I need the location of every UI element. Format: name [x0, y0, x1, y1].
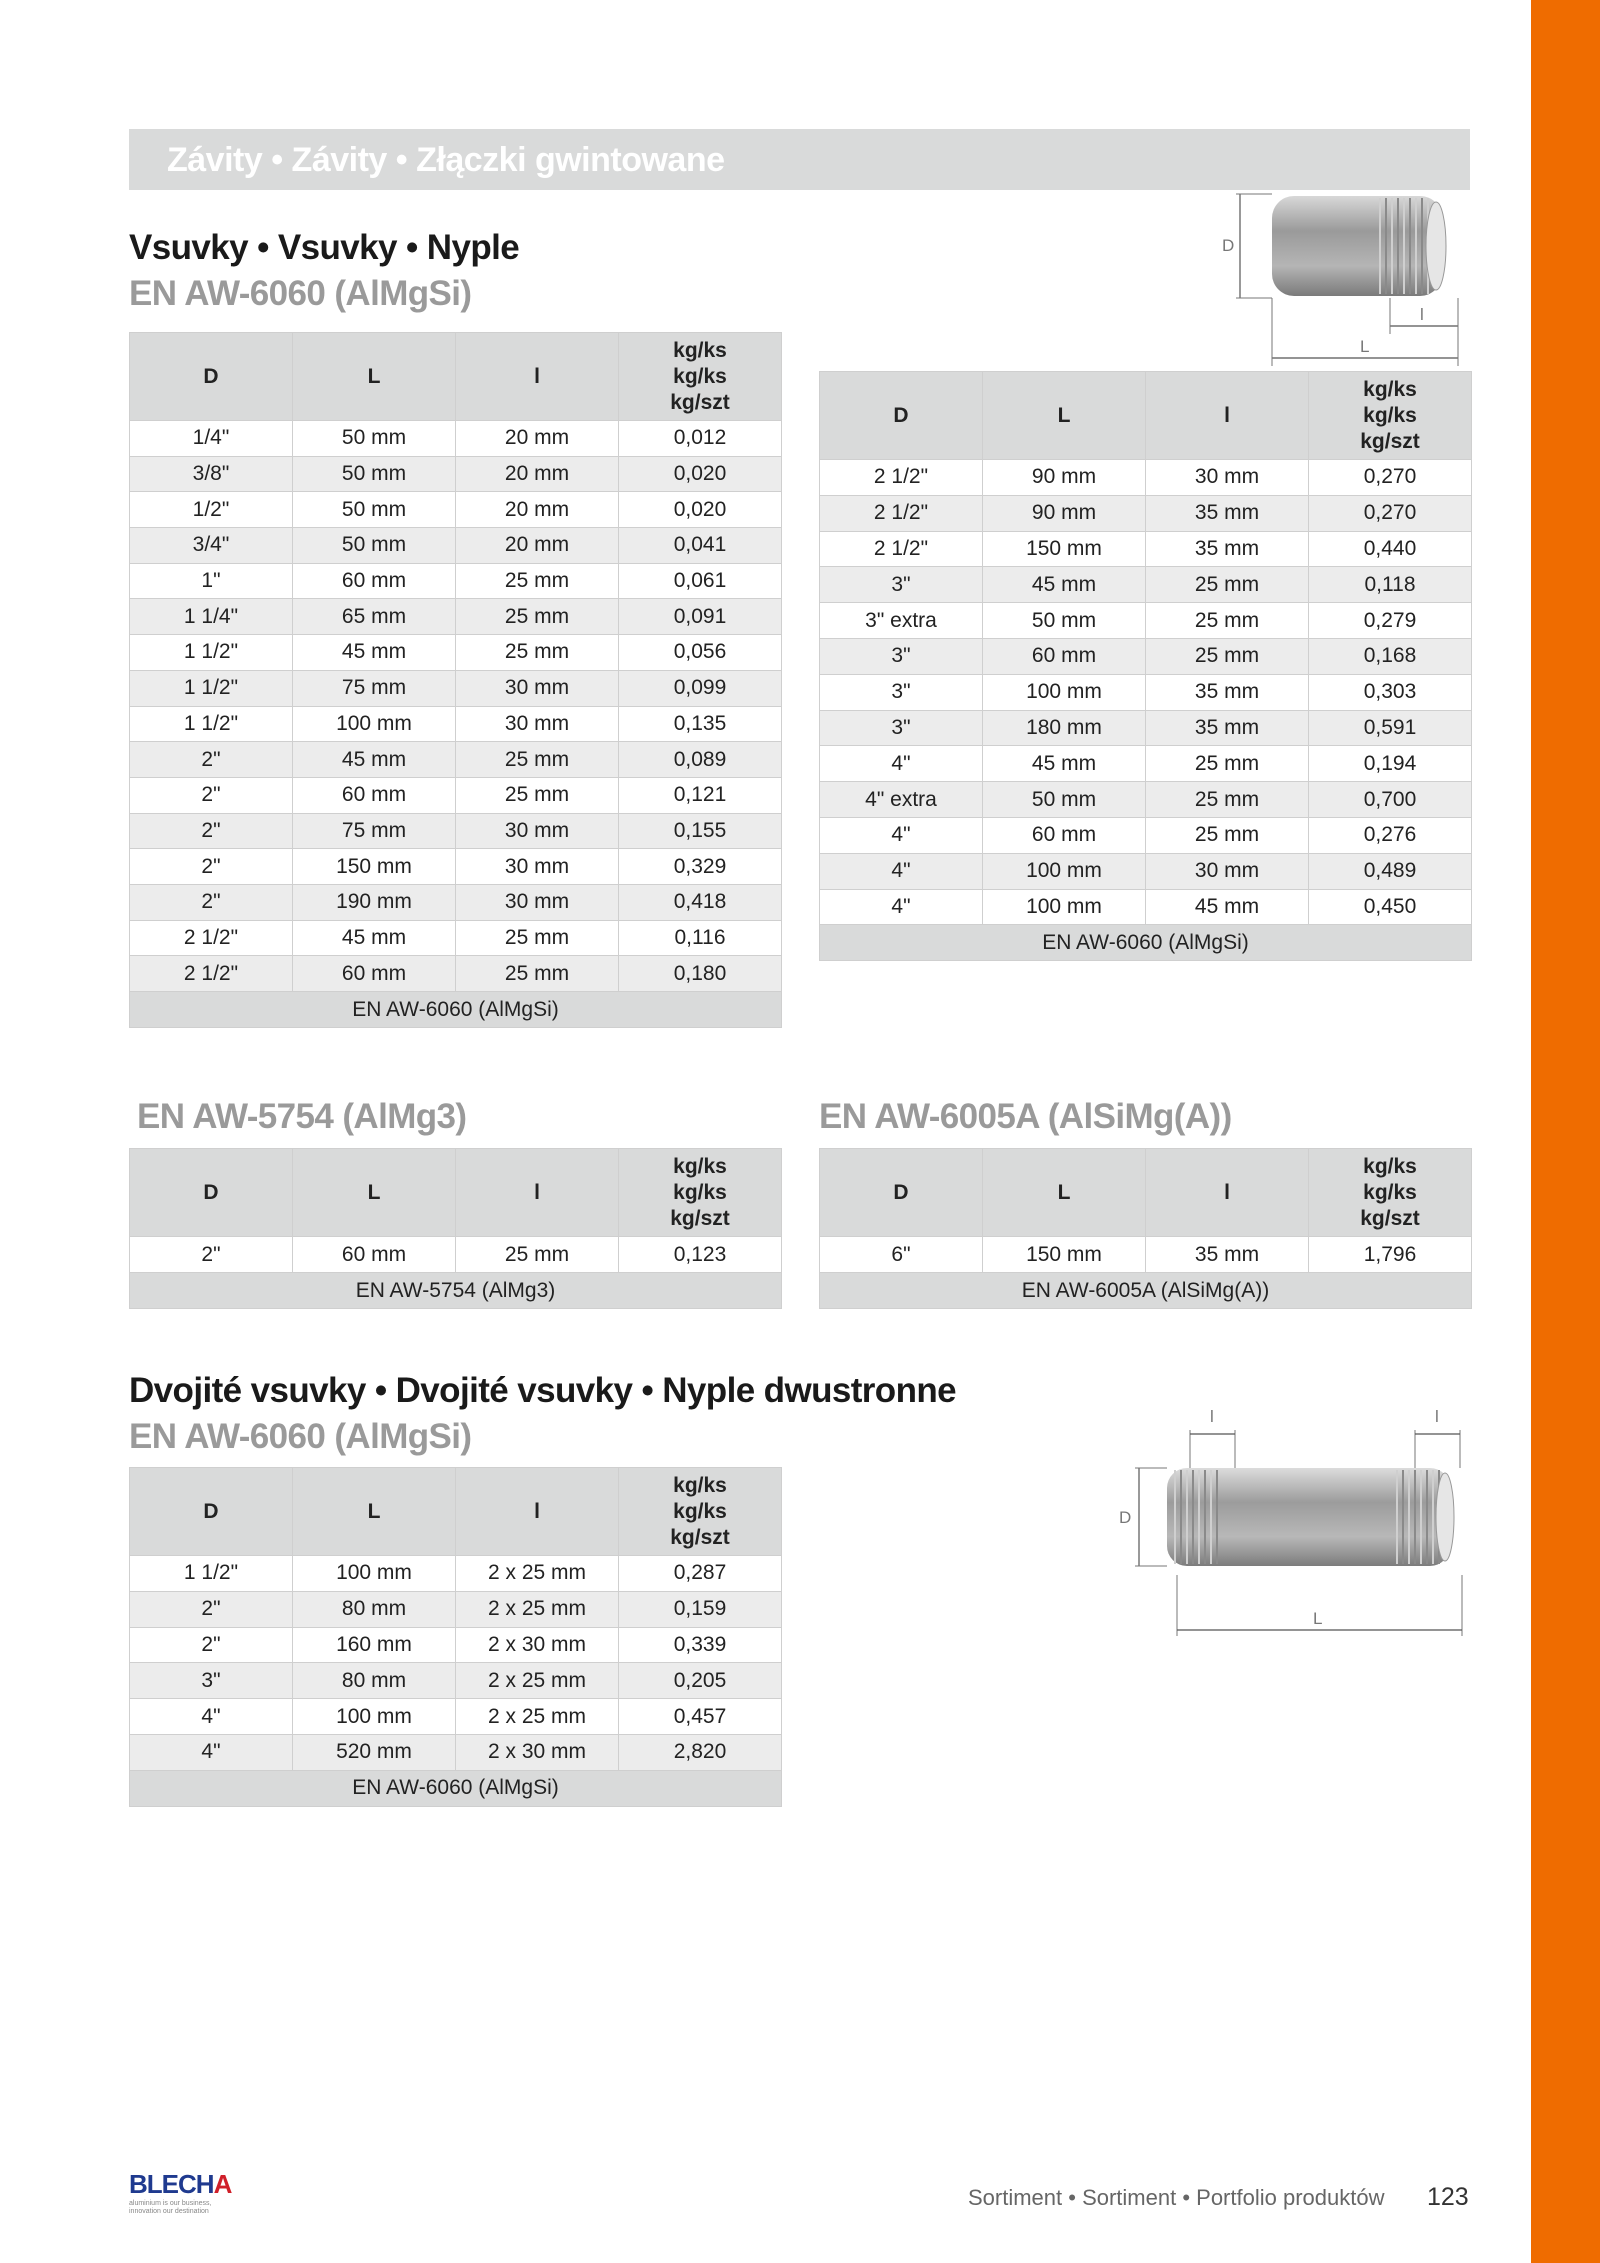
cell-L: 60 mm [293, 563, 456, 599]
cell-d: 3" [820, 674, 983, 710]
cell-L: 45 mm [293, 920, 456, 956]
cell-L: 150 mm [983, 531, 1146, 567]
table-row [130, 563, 782, 599]
col-header-weight [619, 1149, 782, 1237]
table-row [130, 1699, 782, 1735]
logo-word: BLECH [129, 2169, 214, 2199]
cell-weight: 0,020 [619, 456, 782, 492]
cell-weight: 0,700 [1309, 782, 1472, 818]
cell-weight: 0,089 [619, 742, 782, 778]
cell-weight: 0,180 [619, 956, 782, 992]
cell-l: 25 mm [456, 920, 619, 956]
section1-title: Vsuvky • Vsuvky • Nyple [129, 228, 520, 267]
dim-label-D: D [1119, 1508, 1132, 1527]
cell-L: 60 mm [293, 777, 456, 813]
cell-L: 45 mm [983, 746, 1146, 782]
nipple-diagram [1210, 186, 1475, 371]
cell-weight: 0,168 [1309, 638, 1472, 674]
table-footer: EN AW-6005A (AlSiMg(A)) [820, 1273, 1472, 1309]
cell-l: 25 mm [456, 742, 619, 778]
cell-weight: 0,276 [1309, 817, 1472, 853]
cell-L: 80 mm [293, 1591, 456, 1627]
table-row [130, 528, 782, 564]
cell-weight: 0,591 [1309, 710, 1472, 746]
weight-header-label: kg/ks kg/ks kg/szt [670, 1473, 730, 1549]
table-row [820, 746, 1472, 782]
alsimg-table [819, 1148, 1472, 1309]
col-header-l: l [1146, 372, 1309, 460]
cell-weight: 0,159 [619, 1591, 782, 1627]
cell-L: 60 mm [293, 1237, 456, 1273]
cell-weight: 0,091 [619, 599, 782, 635]
cell-d: 2" [130, 742, 293, 778]
col-header-d: D [130, 333, 293, 421]
cell-L: 80 mm [293, 1663, 456, 1699]
table-row [130, 849, 782, 885]
cell-weight: 0,339 [619, 1627, 782, 1663]
cell-weight: 0,287 [619, 1556, 782, 1592]
dim-label-L: L [1360, 337, 1370, 356]
table-row [820, 603, 1472, 639]
cell-weight: 1,796 [1309, 1237, 1472, 1273]
table-row [820, 567, 1472, 603]
cell-d: 4" [820, 853, 983, 889]
cell-d: 4" [820, 889, 983, 925]
cell-L: 50 mm [293, 456, 456, 492]
cell-d: 1/2" [130, 492, 293, 528]
cell-L: 100 mm [293, 1556, 456, 1592]
table-row [130, 492, 782, 528]
col-header-L: L [983, 1149, 1146, 1237]
cell-d: 4" extra [820, 782, 983, 818]
table-row [820, 674, 1472, 710]
table-row [820, 638, 1472, 674]
cell-L: 75 mm [293, 813, 456, 849]
table-row [130, 742, 782, 778]
cell-L: 60 mm [293, 956, 456, 992]
weight-header-label: kg/ks kg/ks kg/szt [1360, 377, 1420, 453]
table-row [130, 706, 782, 742]
cell-l: 30 mm [456, 670, 619, 706]
table-row [820, 889, 1472, 925]
cell-l: 20 mm [456, 456, 619, 492]
banner-title: Závity • Závity • Złączki gwintowane [167, 141, 725, 179]
page-number: 123 [1427, 2183, 1469, 2211]
cell-d: 1 1/4" [130, 599, 293, 635]
orange-sidebar [1531, 0, 1600, 2263]
cell-l: 45 mm [1146, 889, 1309, 925]
table-row [130, 599, 782, 635]
cell-l: 35 mm [1146, 674, 1309, 710]
cell-L: 50 mm [293, 492, 456, 528]
cell-d: 4" [820, 746, 983, 782]
cell-weight: 0,270 [1309, 460, 1472, 496]
cell-d: 2" [130, 884, 293, 920]
cell-l: 20 mm [456, 528, 619, 564]
cell-weight: 0,457 [619, 1699, 782, 1735]
cell-l: 35 mm [1146, 710, 1309, 746]
table-row [820, 817, 1472, 853]
cell-weight: 0,061 [619, 563, 782, 599]
cell-l: 2 x 25 mm [456, 1663, 619, 1699]
cell-l: 30 mm [456, 849, 619, 885]
cell-L: 90 mm [983, 460, 1146, 496]
cell-d: 3" [820, 567, 983, 603]
cell-l: 35 mm [1146, 531, 1309, 567]
cell-l: 25 mm [1146, 817, 1309, 853]
cell-l: 25 mm [456, 563, 619, 599]
cell-l: 30 mm [456, 813, 619, 849]
cell-d: 2" [130, 1237, 293, 1273]
cell-L: 90 mm [983, 495, 1146, 531]
col-header-l: l [456, 1149, 619, 1237]
cell-d: 2 1/2" [820, 531, 983, 567]
cell-d: 4" [130, 1699, 293, 1735]
cell-weight: 0,205 [619, 1663, 782, 1699]
dim-label-D: D [1222, 236, 1235, 255]
cell-d: 1 1/2" [130, 706, 293, 742]
section1-subtitle: EN AW-6060 (AlMgSi) [129, 274, 472, 313]
cell-weight: 2,820 [619, 1734, 782, 1770]
table-row [130, 1663, 782, 1699]
cell-d: 4" [820, 817, 983, 853]
table-row [820, 460, 1472, 496]
cell-weight: 0,135 [619, 706, 782, 742]
cell-d: 3" extra [820, 603, 983, 639]
section3-title: Dvojité vsuvky • Dvojité vsuvky • Nyple dwustronne [129, 1371, 957, 1410]
col-header-weight [619, 1468, 782, 1556]
pipe-opening [1436, 1473, 1454, 1561]
col-header-d: D [820, 1149, 983, 1237]
cell-weight: 0,116 [619, 920, 782, 956]
cell-weight: 0,329 [619, 849, 782, 885]
table-row [820, 782, 1472, 818]
cell-l: 2 x 30 mm [456, 1734, 619, 1770]
cell-weight: 0,118 [1309, 567, 1472, 603]
cell-l: 25 mm [1146, 567, 1309, 603]
cell-L: 50 mm [983, 782, 1146, 818]
section3-subtitle: EN AW-6060 (AlMgSi) [129, 1417, 472, 1456]
col-header-L: L [983, 372, 1146, 460]
col-header-L: L [293, 1468, 456, 1556]
col-header-d: D [130, 1468, 293, 1556]
cell-weight: 0,440 [1309, 531, 1472, 567]
cell-L: 75 mm [293, 670, 456, 706]
cell-l: 25 mm [1146, 638, 1309, 674]
cell-L: 100 mm [983, 889, 1146, 925]
cell-l: 20 mm [456, 421, 619, 457]
cell-weight: 0,270 [1309, 495, 1472, 531]
double-nipple-diagram [1115, 1400, 1475, 1640]
cell-L: 100 mm [293, 706, 456, 742]
cell-l: 30 mm [456, 706, 619, 742]
cell-L: 60 mm [983, 817, 1146, 853]
weight-header-label: kg/ks kg/ks kg/szt [1360, 1154, 1420, 1230]
cell-d: 2" [130, 849, 293, 885]
table-row [130, 1591, 782, 1627]
cell-L: 50 mm [293, 421, 456, 457]
cell-d: 2 1/2" [820, 460, 983, 496]
cell-L: 60 mm [983, 638, 1146, 674]
table-footer: EN AW-6060 (AlMgSi) [130, 992, 782, 1028]
cell-d: 1 1/2" [130, 670, 293, 706]
table-row [130, 635, 782, 671]
cell-l: 25 mm [1146, 746, 1309, 782]
cell-l: 30 mm [1146, 460, 1309, 496]
cell-l: 25 mm [456, 599, 619, 635]
nipple-table-left [129, 332, 782, 1028]
col-header-L: L [293, 333, 456, 421]
table-row [130, 1627, 782, 1663]
col-header-d: D [130, 1149, 293, 1237]
cell-L: 150 mm [293, 849, 456, 885]
cell-l: 35 mm [1146, 1237, 1309, 1273]
section-banner [129, 129, 1470, 190]
cell-d: 2" [130, 1627, 293, 1663]
cell-d: 1/4" [130, 421, 293, 457]
cell-d: 3" [820, 638, 983, 674]
col-header-weight [1309, 372, 1472, 460]
cell-l: 2 x 25 mm [456, 1556, 619, 1592]
cell-L: 100 mm [983, 674, 1146, 710]
blecha-logo [129, 2169, 239, 2216]
cell-L: 190 mm [293, 884, 456, 920]
cell-L: 100 mm [293, 1699, 456, 1735]
cell-l: 35 mm [1146, 495, 1309, 531]
cell-L: 180 mm [983, 710, 1146, 746]
col-header-d: D [820, 372, 983, 460]
col-header-weight [1309, 1149, 1472, 1237]
table-row [130, 421, 782, 457]
table-footer: EN AW-6060 (AlMgSi) [130, 1770, 782, 1806]
table-row [130, 920, 782, 956]
cell-d: 3/8" [130, 456, 293, 492]
cell-d: 3" [820, 710, 983, 746]
cell-L: 50 mm [293, 528, 456, 564]
double-nipple-table [129, 1467, 782, 1807]
pipe-body [1167, 1468, 1450, 1566]
almg3-table [129, 1148, 782, 1309]
cell-d: 2 1/2" [130, 920, 293, 956]
cell-weight: 0,020 [619, 492, 782, 528]
cell-L: 100 mm [983, 853, 1146, 889]
col-header-L: L [293, 1149, 456, 1237]
pipe-opening [1426, 202, 1446, 290]
footer-section-label: Sortiment • Sortiment • Portfolio produktów [968, 2185, 1385, 2210]
table-row [130, 884, 782, 920]
cell-l: 30 mm [456, 884, 619, 920]
cell-weight: 0,489 [1309, 853, 1472, 889]
cell-l: 25 mm [1146, 782, 1309, 818]
table-row [130, 1734, 782, 1770]
cell-weight: 0,099 [619, 670, 782, 706]
table-row [820, 710, 1472, 746]
table-row [820, 853, 1472, 889]
logo-tagline: aluminium is our business, innovation our destination [129, 2200, 212, 2215]
cell-d: 2" [130, 777, 293, 813]
table-row [130, 456, 782, 492]
cell-d: 3" [130, 1663, 293, 1699]
table-row [130, 813, 782, 849]
col-header-l: l [456, 1468, 619, 1556]
cell-weight: 0,012 [619, 421, 782, 457]
cell-L: 45 mm [983, 567, 1146, 603]
cell-weight: 0,056 [619, 635, 782, 671]
cell-d: 6" [820, 1237, 983, 1273]
cell-weight: 0,123 [619, 1237, 782, 1273]
cell-weight: 0,041 [619, 528, 782, 564]
col-header-weight [619, 333, 782, 421]
cell-d: 1 1/2" [130, 1556, 293, 1592]
cell-L: 160 mm [293, 1627, 456, 1663]
table-row [820, 495, 1472, 531]
col-header-l: l [1146, 1149, 1309, 1237]
weight-header-label: kg/ks kg/ks kg/szt [670, 338, 730, 414]
cell-weight: 0,418 [619, 884, 782, 920]
table-row [130, 670, 782, 706]
nipple-table-right [819, 371, 1472, 961]
cell-weight: 0,155 [619, 813, 782, 849]
cell-weight: 0,303 [1309, 674, 1472, 710]
col-header-l: l [456, 333, 619, 421]
cell-L: 50 mm [983, 603, 1146, 639]
cell-d: 1" [130, 563, 293, 599]
dim-label-L: L [1313, 1609, 1323, 1628]
cell-l: 25 mm [456, 956, 619, 992]
cell-L: 150 mm [983, 1237, 1146, 1273]
section2-left-subtitle: EN AW-5754 (AlMg3) [137, 1097, 467, 1136]
weight-header-label: kg/ks kg/ks kg/szt [670, 1154, 730, 1230]
cell-L: 45 mm [293, 742, 456, 778]
cell-d: 3/4" [130, 528, 293, 564]
table-row [130, 1556, 782, 1592]
cell-l: 25 mm [1146, 603, 1309, 639]
cell-L: 65 mm [293, 599, 456, 635]
cell-L: 520 mm [293, 1734, 456, 1770]
table-row [820, 1237, 1472, 1273]
cell-L: 45 mm [293, 635, 456, 671]
cell-d: 2" [130, 813, 293, 849]
cell-l: 25 mm [456, 1237, 619, 1273]
cell-d: 1 1/2" [130, 635, 293, 671]
cell-l: 20 mm [456, 492, 619, 528]
table-row [130, 956, 782, 992]
dim-label-l-left: l [1210, 1407, 1214, 1426]
table-footer: EN AW-6060 (AlMgSi) [820, 925, 1472, 961]
table-row [820, 531, 1472, 567]
logo-letter: A [213, 2169, 232, 2199]
cell-l: 25 mm [456, 635, 619, 671]
cell-weight: 0,194 [1309, 746, 1472, 782]
cell-l: 2 x 30 mm [456, 1627, 619, 1663]
section2-right-subtitle: EN AW-6005A (AlSiMg(A)) [819, 1097, 1232, 1136]
cell-l: 2 x 25 mm [456, 1699, 619, 1735]
cell-l: 30 mm [1146, 853, 1309, 889]
cell-weight: 0,279 [1309, 603, 1472, 639]
cell-l: 25 mm [456, 777, 619, 813]
cell-d: 2 1/2" [820, 495, 983, 531]
cell-weight: 0,121 [619, 777, 782, 813]
cell-weight: 0,450 [1309, 889, 1472, 925]
cell-d: 2" [130, 1591, 293, 1627]
table-row [130, 777, 782, 813]
cell-d: 2 1/2" [130, 956, 293, 992]
dim-label-l: l [1420, 305, 1424, 324]
cell-d: 4" [130, 1734, 293, 1770]
dim-label-l-right: l [1435, 1407, 1439, 1426]
table-footer: EN AW-5754 (AlMg3) [130, 1273, 782, 1309]
table-row [130, 1237, 782, 1273]
cell-l: 2 x 25 mm [456, 1591, 619, 1627]
